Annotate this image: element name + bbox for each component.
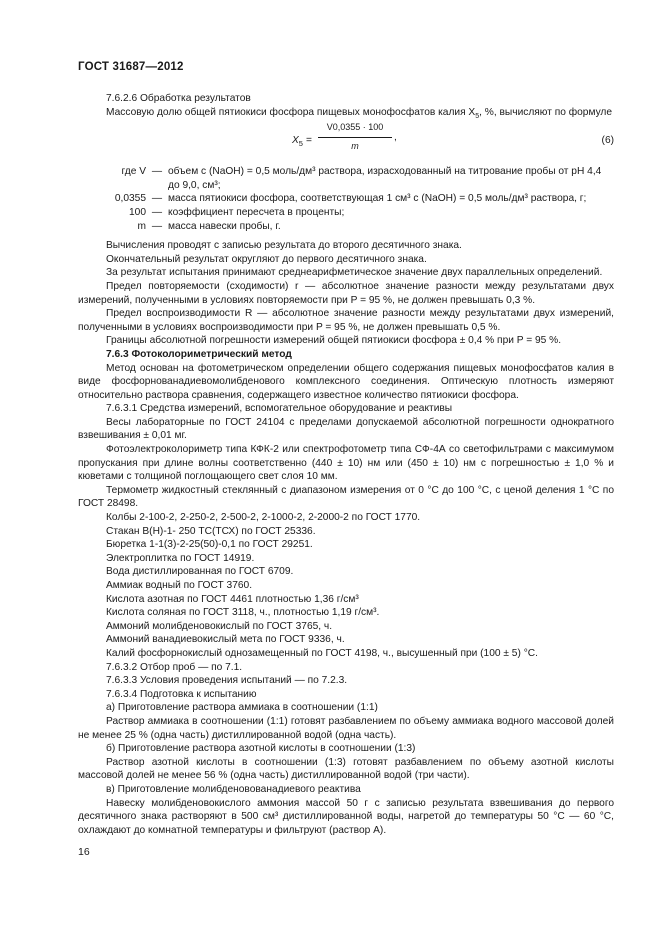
section-763-title: 7.6.3 Фотоколориметрический метод	[106, 348, 292, 360]
paragraph: Предел воспроизводимости R — абсолютное значение разности между результатами двух измерений, полученными в условиях воспроизводимости при P = 95 %, не должен превышать 0,5 %.	[78, 308, 614, 333]
equipment-item: Термометр жидкостный стеклянный с диапазоном измерения от 0 °С до 100 °С, с ценой деления 1 °С по ГОСТ 28498.	[78, 484, 614, 510]
section-763-text: Метод основан на фотометрическом определении общего содержания пищевых монофосфатов калия в виде фосфорнованадиевомолибденового комплексного соединения. Оптическую плотность измеряют относительно раствора сравнения, содержащего известное количество пятиокиси фосфора.	[78, 362, 614, 401]
equipment-item: Аммоний ванадиевокислый мета по ГОСТ 9336, ч.	[106, 634, 345, 646]
formula-equals: =	[306, 135, 312, 147]
prep-b-title: б) Приготовление раствора азотной кислоты в соотношении (1:3)	[106, 743, 416, 755]
fraction-bar	[318, 137, 392, 138]
where-item: 0,0355 — масса пятиокиси фосфора, соответствующая 1 см³ c (NaOH) = 0,5 моль/дм³ раствора, г;	[114, 193, 587, 205]
section-7626-title: 7.6.2.6 Обработка результатов	[106, 93, 251, 104]
formula-6: $X_5$ = V0,0355 · 100 m , (6)	[78, 121, 614, 159]
where-item: где V — объем c (NaOH) = 0,5 моль/дм³ раствора, израсходованный на титрование пробы от pH 4,4	[121, 166, 602, 178]
equipment-item: Колбы 2-100-2, 2-250-2, 2-500-2, 2-1000-2, 2-2000-2 по ГОСТ 1770.	[106, 512, 421, 524]
section-7626-intro: Массовую долю общей пятиокиси фосфора пищевых монофосфатов калия $X_5$, %, вычисляют по формуле	[106, 106, 613, 120]
paragraph: За результат испытания принимают среднеарифметическое значение двух параллельных определений.	[106, 267, 603, 279]
equipment-item: Вода дистиллированная по ГОСТ 6709.	[106, 566, 294, 578]
subsection-line: 7.6.3.3 Условия проведения испытаний — по 7.2.3.	[106, 675, 348, 687]
paragraph: Предел повторяемости (сходимости) r — абсолютное значение разности между результатами двух измерений, полученными в условиях повторяемости при P = 95 %, не должен превышать 0,3 %.	[78, 280, 614, 306]
subsection-line: 7.6.3.4 Подготовка к испытанию	[106, 688, 257, 700]
equipment-item: Аммиак водный по ГОСТ 3760.	[106, 580, 253, 591]
standard-header: ГОСТ 31687—2012	[78, 61, 184, 73]
paragraph: Окончательный результат округляют до первого десятичного знака.	[106, 253, 427, 265]
equipment-item: Фотоэлектроколориметр типа КФК-2 или спектрофотометр типа СФ-4А со светофильтрами с максимумом пропускания при длине волны соответственно (440 ± 10) нм или (450 ± 10) нм с погрешностью ± 1,0 % и кюветами с толщиной поглощающего свет слоя 10 мм.	[78, 444, 614, 483]
formula-number: (6)	[601, 135, 614, 147]
equipment-item: Стакан В(Н)-1- 250 ТС(ТСХ) по ГОСТ 25336.	[106, 525, 316, 537]
section-7631-title: 7.6.3.1 Средства измерений, вспомогательное оборудование и реактивы	[106, 403, 453, 415]
formula-denominator: m	[351, 140, 359, 151]
where-item: 100 — коэффициент пересчета в проценты;	[129, 206, 345, 218]
where-item: m — масса навески пробы, г.	[137, 220, 281, 232]
equipment-item: Аммоний молибденовокислый по ГОСТ 3765, ч.	[106, 620, 333, 632]
equipment-item: Электроплитка по ГОСТ 14919.	[106, 552, 255, 564]
formula-fraction	[318, 121, 392, 153]
document-body	[78, 92, 614, 837]
equipment-item: Кислота соляная по ГОСТ 3118, ч., плотностью 1,19 г/см³.	[106, 607, 380, 619]
subsection-line: 7.6.3.2 Отбор проб — по 7.1.	[106, 661, 243, 673]
equipment-item: Бюретка 1-1(3)-2-25(50)-0,1 по ГОСТ 29251.	[106, 539, 313, 551]
page-number: 16	[78, 846, 90, 858]
subsection-line: а) Приготовление раствора аммиака в соотношении (1:1)	[106, 702, 378, 714]
equipment-item: Кислота азотная по ГОСТ 4461 плотностью 1,36 г/см³	[106, 593, 359, 605]
prep-b-text: Раствор азотной кислоты в соотношении (1:3) готовят разбавлением по объему азотной кислоты массовой долей не менее 56 % (одна часть) дистиллированной водой (три части).	[78, 756, 614, 782]
prep-c-text: Навеску молибденовокислого аммония массой 50 г с записью результата взвешивания до первого десятичного знака растворяют в 500 см³ дистиллированной воды, нагретой до температуры 50 °С — 60 °С, охлаждают до комнатной температуры и фильтруют (раствор А).	[78, 797, 614, 836]
paragraph: Вычисления проводят с записью результата до второго десятичного знака.	[106, 240, 462, 252]
prep-a-text: Раствор аммиака в соотношении (1:1) готовят разбавлением по объему аммиака водного массовой долей не менее 25 % (одна часть) дистиллированной водой (одна часть).	[78, 715, 614, 741]
paragraph: Границы абсолютной погрешности измерений общей пятиокиси фосфора ± 0,4 % при P = 95 %.	[106, 335, 562, 347]
formula-numerator: V0,0355 · 100	[326, 122, 384, 133]
equipment-item: Калий фосфорнокислый однозамещенный по ГОСТ 4198, ч., высушенный при (100 ± 5) °С.	[106, 647, 538, 659]
prep-c-title: в) Приготовление молибденовованадиевого реактива	[106, 783, 361, 795]
formula-lhs: $X_5$	[292, 135, 303, 149]
where-list	[78, 165, 614, 233]
where-item-continuation: до 9,0, см³;	[168, 179, 221, 191]
equipment-item: Весы лабораторные по ГОСТ 24104 с пределами допускаемой абсолютной погрешности однократного взвешивания ± 0,01 мг.	[78, 416, 614, 442]
